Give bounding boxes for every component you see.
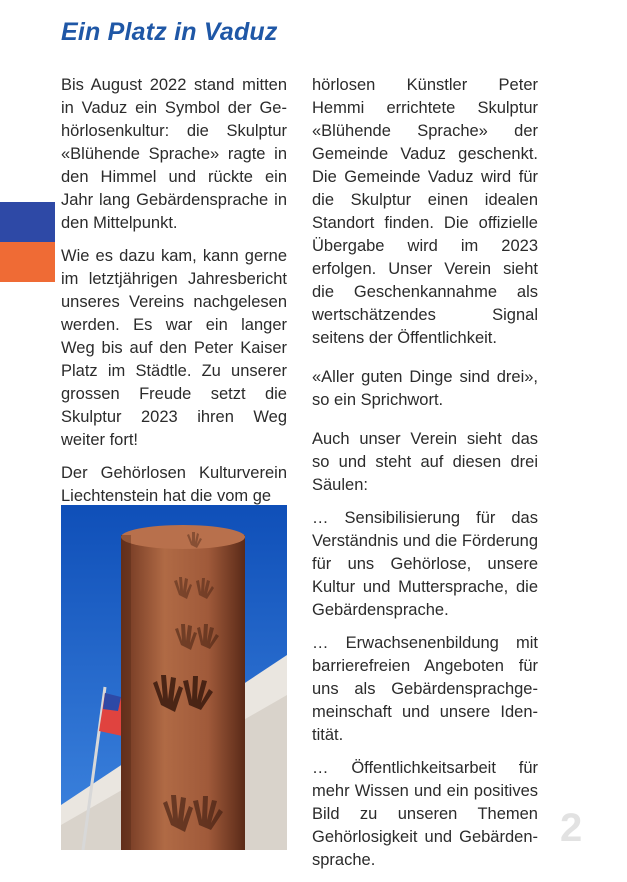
accent-bar-orange	[0, 242, 55, 282]
paragraph: Der Gehörlosen Kulturverein Liechtenstein hat die vom ge	[61, 464, 287, 505]
page-title: Ein Platz in Vaduz	[61, 18, 278, 46]
paragraph: «Aller guten Dinge sind drei», so ein Sprichwort.	[312, 368, 538, 409]
paragraph: hörlosen Künstler Peter Hemmi errichtete Skulptur «Blühende Sprache» der Gemeinde Vaduz geschenkt. Die Gemeinde Vaduz wird für die Skulptur einen idealen Standort finden. Die offizielle Übergabe wird im 2023 erfolgen. Unser Verein sieht die Geschenkannahme als wertschätzendes Signal seitens der Öffentlichkeit.	[312, 76, 538, 347]
pillar-item: … Öffentlichkeitsarbeit für mehr Wissen und ein positives Bild zu unseren Themen Gehörlosigkeit und Gebärdensprache.	[312, 759, 538, 869]
sculpture-photo	[61, 505, 287, 850]
pillar-shadow	[121, 535, 131, 850]
page-number: 2	[560, 806, 583, 850]
sculpture-illustration	[61, 505, 287, 850]
paragraph: Wie es dazu kam, kann gerne im letztjährigen Jahresbericht unseres Vereins nachgelesen werden. Es war ein langer Weg bis auf den Peter Kaiser Platz im Städtle. Zu unserer grossen Freude setzt die Skulptur 2023 ihren Weg weiter fort!	[61, 247, 287, 449]
left-column	[61, 74, 287, 518]
accent-bar-blue	[0, 202, 55, 242]
sculpture-top	[121, 525, 245, 549]
pillar-item: … Sensibilisierung für das Verständnis und die Förderung für uns Gehörlose, unsere Kultur und Muttersprache, die Gebärdensprache.	[312, 509, 538, 619]
pillar-item: … Erwachsenenbildung mit barrierefreien Angeboten für uns als Gebärdensprachgemeinschaft und unsere Identität.	[312, 634, 538, 744]
paragraph: Auch unser Verein sieht das so und steht auf diesen drei Säulen:	[312, 430, 538, 494]
right-column	[312, 74, 538, 882]
paragraph: Bis August 2022 stand mitten in Vaduz ein Symbol der Gehörlosenkultur: die Skulptur «Blühende Sprache» ragte in den Himmel und rückte ein Jahr lang Gebärdensprache in den Mittelpunkt.	[61, 76, 287, 232]
